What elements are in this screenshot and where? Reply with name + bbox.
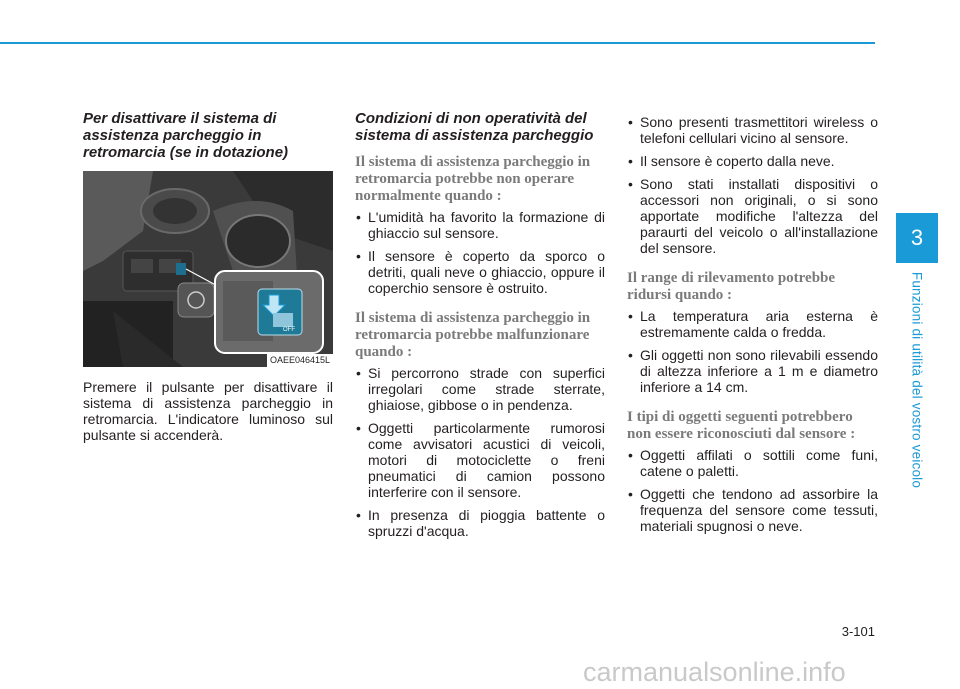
list-item: • Oggetti particolarmente rumorosi come avvisatori acustici di veicoli, motori di motociclette o freni pneumatici di camion possono interferire con il sensore. (355, 420, 605, 500)
list-item: • Sono stati installati dispositivi o accessori non originali, o si sono apportate modifiche l'altezza del paraurti del veicolo o all'installazione del sensore. (627, 176, 878, 256)
list-item: • La temperatura aria esterna è estremamente calda o fredda. (627, 308, 878, 340)
list-item: • Il sensore è coperto da sporco o detriti, quali neve o ghiaccio, oppure il coperchio sensore è ostruito. (355, 248, 605, 296)
image-caption: OAEE046415L (267, 354, 333, 367)
console-photo (83, 171, 333, 367)
list-item: • Gli oggetti non sono rilevabili essendo di altezza inferiore a 1 m e diametro inferiore a 14 cm. (627, 347, 878, 395)
list-item: • Si percorrono strade con superfici irregolari come strade sterrate, ghiaiose, gibbose o in pendenza. (355, 365, 605, 413)
console-illustration (83, 171, 333, 367)
off-label: OFF (283, 327, 295, 333)
section4-list (627, 447, 878, 534)
watermark: carmanualsonline.info (583, 657, 846, 687)
list-item: • In presenza di pioggia battente o spruzzi d'acqua. (355, 507, 605, 539)
heading-disable-pas: Per disattivare il sistema di assistenza parcheggio in retromarcia (se in dotazione) (83, 110, 289, 161)
section4-title: I tipi di oggetti seguenti potrebbero non essere riconosciuti dal sensore : (627, 409, 856, 442)
instruction-paragraph: Premere il pulsante per disattivare il sistema di assistenza parcheggio in retromarcia. L'indicatore luminoso sul pulsante si accenderà. (83, 379, 333, 443)
chapter-title: Funzioni di utilità del vostro veicolo (909, 271, 925, 489)
list-item: • Il sensore è coperto dalla neve. (627, 153, 878, 169)
column-3 (627, 114, 878, 548)
chapter-tab: 3 (896, 213, 938, 263)
list-item: • L'umidità ha favorito la formazione di ghiaccio sul sensore. (355, 209, 605, 241)
section2-list (355, 365, 605, 539)
column-2 (355, 110, 605, 553)
section2-title: Il sistema di assistenza parcheggio in retromarcia potrebbe malfunzionare quando : (355, 310, 591, 360)
section1-title: Il sistema di assistenza parcheggio in retromarcia potrebbe non operare normalmente quando : (355, 154, 591, 204)
section1-list (355, 209, 605, 296)
list-item: • Oggetti che tendono ad assorbire la frequenza del sensore come tessuti, materiali spugnosi o neve. (627, 486, 878, 534)
section3-list (627, 308, 878, 395)
list-item: • Sono presenti trasmettitori wireless o telefoni cellulari vicino al sensore. (627, 114, 878, 146)
heading-non-operation: Condizioni di non operatività del sistema di assistenza parcheggio (355, 110, 594, 144)
column-1 (83, 110, 333, 443)
page-number: 3-101 (841, 624, 875, 639)
list-item: • Oggetti affilati o sottili come funi, catene o paletti. (627, 447, 878, 479)
header-rule (0, 42, 875, 44)
top-list (627, 114, 878, 256)
section3-title: Il range di rilevamento potrebbe ridursi quando : (627, 270, 836, 303)
